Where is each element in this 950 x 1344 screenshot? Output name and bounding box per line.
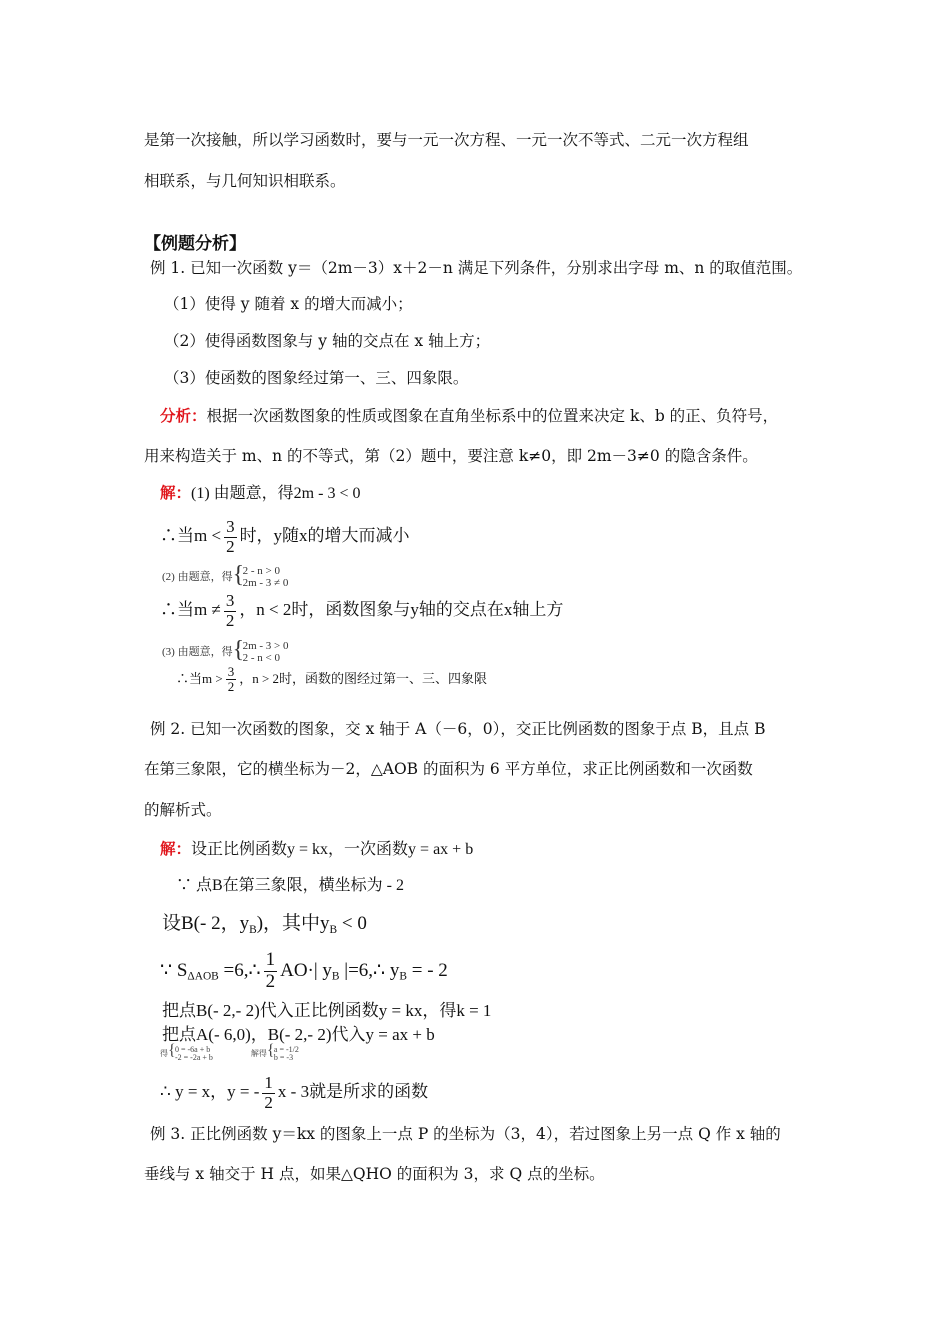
analysis-text-1: 根据一次函数图象的性质或图象在直角坐标系中的位置来决定 k、b 的正、负符号， bbox=[206, 407, 779, 425]
example1-q1: （1）使得 y 随着 x 的增大而减小； bbox=[164, 295, 413, 313]
solution1-step1: (1) 由题意，得2m - 3 < 0 bbox=[191, 485, 361, 502]
solution2-step7: 得 { 0 = -6a + b -2 = -2a + b 解得 { a = -1/2 b = -3 bbox=[160, 1042, 299, 1063]
fraction: $\frac{3}{2}$ bbox=[226, 517, 235, 556]
fraction: $\frac{1}{2}$ bbox=[265, 949, 276, 992]
solution1-step4: ∴当m ≠ $\frac{3}{2}$ ，n < 2时，函数图象与y轴的交点在x轴上方 bbox=[160, 591, 564, 630]
equation-system: { a = -1/2 b = -3 bbox=[266, 1042, 299, 1063]
section-title: 【例题分析】 bbox=[144, 234, 246, 254]
example1-q3: （3）使函数的图象经过第一、三、四象限。 bbox=[164, 369, 469, 387]
example2-solution-1 bbox=[160, 836, 473, 859]
solution2-step8: ∴ y = x，y = - $\frac{1}{2}$ x - 3就是所求的函数 bbox=[160, 1073, 429, 1112]
solution2-step1: 设正比例函数y = kx，一次函数y = ax + b bbox=[191, 841, 474, 858]
solution2-step2: ∵ 点B在第三象限，横坐标为 - 2 bbox=[176, 877, 405, 894]
solution2-step4: ∵ $S_{\Delta AOB}$ =6,∴ $\frac{1}{2}$ AO·| $y_B$ |=6,∴ $y_B$ = - 2 bbox=[160, 949, 448, 992]
solution-label-1: 解： bbox=[160, 483, 192, 502]
equation-system: { 0 = -6a + b -2 = -2a + b bbox=[168, 1042, 213, 1063]
solution1-step2: ∴当m < $\frac{3}{2}$ 时，y随x的增大而减小 bbox=[160, 517, 410, 556]
example1-q2: （2）使得函数图象与 y 轴的交点在 x 轴上方； bbox=[164, 332, 491, 350]
example2-line-3: 的解析式。 bbox=[144, 801, 222, 819]
analysis-label: 分析： bbox=[160, 406, 207, 425]
intro-line-2: 相联系，与几何知识相联系。 bbox=[144, 172, 346, 190]
equation-system: { 2m - 3 > 0 2 - n < 0 bbox=[232, 637, 289, 664]
solution1-step6: ∴当m > $\frac{3}{2}$ ，n > 2时，函数的图经过第一、三、四象限 bbox=[176, 664, 488, 695]
example3-line-2: 垂线与 x 轴交于 H 点，如果△QHO 的面积为 3，求 Q 点的坐标。 bbox=[144, 1165, 605, 1183]
intro-line-1: 是第一次接触，所以学习函数时，要与一元一次方程、一元一次不等式、二元一次方程组 bbox=[144, 131, 749, 149]
solution2-step5: 把点B(- 2,- 2)代入正比例函数y = kx，得k = 1 bbox=[162, 1001, 492, 1020]
example1-analysis bbox=[160, 404, 778, 426]
fraction: $\frac{1}{2}$ bbox=[264, 1073, 273, 1112]
example1-solution-1 bbox=[160, 480, 360, 503]
example1-stem: 例 1. 已知一次函数 y＝（2m－3）x＋2－n 满足下列条件，分别求出字母 m、n 的取值范围。 bbox=[150, 259, 803, 277]
equation-system: { 2 - n > 0 2m - 3 ≠ 0 bbox=[232, 562, 289, 589]
fraction: $\frac{3}{2}$ bbox=[225, 591, 235, 630]
solution1-step3: (2) 由题意，得 { 2 - n > 0 2m - 3 ≠ 0 bbox=[162, 562, 289, 589]
solution-label-2: 解： bbox=[160, 839, 192, 858]
solution2-step6: 把点A(- 6,0)，B(- 2,- 2)代入y = ax + b bbox=[162, 1025, 435, 1044]
fraction: $\frac{3}{2}$ bbox=[227, 664, 235, 695]
analysis-text-2: 用来构造关于 m、n 的不等式，第（2）题中，要注意 k≠0，即 2m－3≠0 的隐含条件。 bbox=[144, 447, 758, 465]
example3-line-1: 例 3. 正比例函数 y＝kx 的图象上一点 P 的坐标为（3，4），若过图象上另一点 Q 作 x 轴的 bbox=[150, 1125, 781, 1143]
solution2-step3: 设B(- 2，$y_B$)，其中$y_B < 0$ bbox=[162, 913, 367, 936]
example2-line-2: 在第三象限，它的横坐标为－2，△AOB 的面积为 6 平方单位，求正比例函数和一次函数 bbox=[144, 760, 753, 778]
solution1-step5: (3) 由题意，得 { 2m - 3 > 0 2 - n < 0 bbox=[162, 637, 289, 664]
example2-line-1: 例 2. 已知一次函数的图象，交 x 轴于 A（－6，0），交正比例函数的图象于点 B，且点 B bbox=[150, 720, 766, 738]
